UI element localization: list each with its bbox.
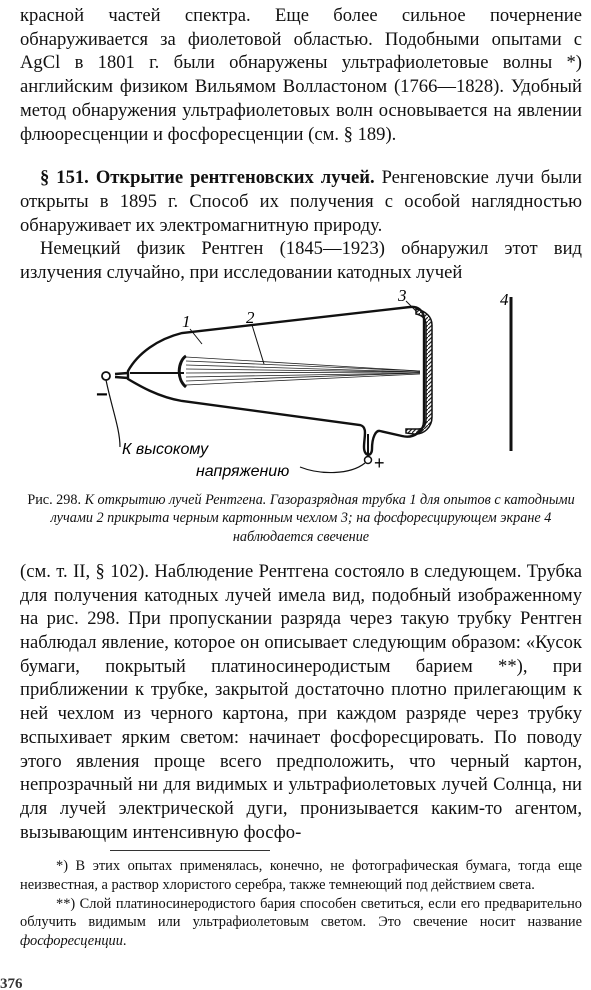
- cathode: [179, 356, 186, 387]
- section-gap: [20, 146, 582, 166]
- voltage-label-line2: напряжению: [196, 462, 290, 480]
- figure-caption: [20, 491, 582, 546]
- discharge-tube-diagram: [20, 289, 582, 489]
- footnote-2: [20, 895, 582, 951]
- label-2: 2: [246, 307, 255, 327]
- plus-sign: +: [374, 452, 385, 473]
- footnote-2-text: **) Слой платиносинеродистого бария способен светиться, если его предварительно облучить видимым или ультрафиолетовым светом. Это свечение носит название: [20, 895, 582, 931]
- minus-sign: −: [96, 383, 108, 406]
- paragraph-section-151: [20, 166, 582, 237]
- section-intro-text: Ренгеновские лучи были открыты в 1895 г. Способ их получения с особой наглядностью обнаруживает их электромагнитную природу.: [20, 167, 582, 236]
- footnote-2-end: .: [122, 932, 127, 949]
- label-4: 4: [500, 289, 509, 309]
- voltage-label-line1: К высокому: [122, 440, 209, 458]
- cathode-rays: [186, 357, 420, 385]
- caption-text: К открытию лучей Рентгена. Газоразрядная трубка 1 для опытов с катодными лучами 2 прикрыта черным картонным чехлом 3; на фосфоресцирующем экране 4 наблюдается свечение: [50, 491, 575, 545]
- paragraph-roentgen: Немецкий физик Рентген (1845—1923) обнаружил этот вид излучения случайно, при исследовании катодных лучей: [20, 238, 582, 284]
- paragraph-spectrum: красной частей спектра. Еще более сильное почернение обнаруживается за фиолетовой областью. Подобными опытами с AgCl в 1801 г. были обнаружены ультрафиолетовые волны *) английским физиком Вильямом Волластоном (1766—1828). Удобный метод обнаружения ультрафиолетовых волн основывается на явлении флюоресценции и фосфоресценции (см. § 189).: [20, 5, 582, 145]
- page-number: 376: [0, 976, 23, 990]
- caption-label: Рис. 298.: [27, 491, 82, 508]
- label-1: 1: [182, 311, 191, 331]
- footnote-2-term: фосфоресценции: [20, 932, 123, 949]
- footnote-divider: [110, 850, 270, 851]
- figure-298: [20, 289, 582, 489]
- footnote-1: *) В этих опытах применялась, конечно, не фотографическая бумага, тогда еще неизвестная, а раствор хлористого серебра, также темнеющий под действием света.: [20, 858, 582, 893]
- paragraph-observation: (см. т. II, § 102). Наблюдение Рентгена состояло в следующем. Трубка для получения катодных лучей имела вид, подобный изображенному на рис. 298. При пропускании разряда через такую трубку Рентген наблюдал явление, которое он описывает следующим образом: «Кусок бумаги, покрытый платиносинеродистым барием **), при приближении к трубке, закрытой достаточно плотно прилегающим к ней чехлом из черного картона, при каждом разряде через трубку вспыхивает ярким светом: начинает фосфоресцировать. По поводу этого явления проще всего предположить, что черный картон, непрозрачный ни для видимых и ультрафиолетовых лучей Солнца, ни для лучей электрической дуги, пронизывается каким-то агентом, вызывающим интенсивную фосфо-: [20, 560, 582, 843]
- label-3: 3: [398, 288, 407, 305]
- book-page: [20, 0, 582, 950]
- section-title: § 151. Открытие рентгеновских лучей.: [40, 167, 375, 189]
